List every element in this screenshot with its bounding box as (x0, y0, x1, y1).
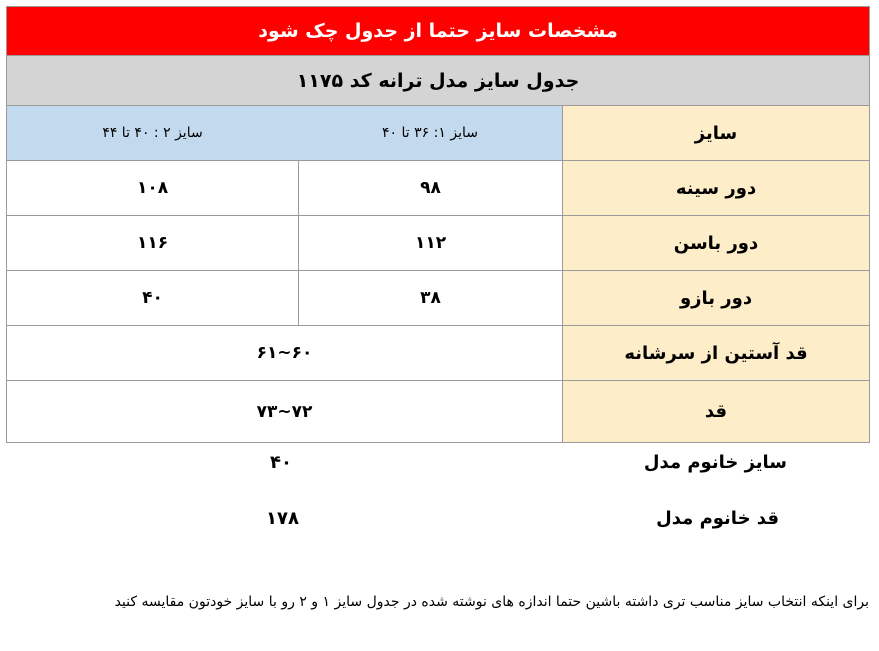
size-note: برای اینکه انتخاب سایز مناسب تری داشته باشین حتما اندازه های نوشته شده در جدول سایز ۱ و ۲ رو با سایز خودتون مقایسه کنید (114, 594, 869, 610)
model-size-label: سایز خانوم مدل (643, 452, 787, 473)
table-title-text: مشخصات سایز حتما از جدول چک شود (258, 20, 618, 42)
header-size1: سایز ۱: ۳۶ تا ۴۰ (298, 106, 562, 160)
table-row-length (6, 381, 870, 443)
table-subtitle (6, 56, 870, 106)
table-row (6, 271, 870, 326)
row-label: دور بازو (562, 271, 869, 325)
row-size2: ۱۰۸ (136, 178, 169, 198)
model-height-label: قد خانوم مدل (656, 508, 779, 529)
table-row-sleeve (6, 326, 870, 381)
row-size1: ۹۸ (298, 161, 562, 215)
header-label: سایز (562, 106, 869, 160)
row-size1: ۱۱۲ (298, 216, 562, 270)
row-label: قد آستین از سرشانه (562, 326, 869, 380)
size-table (6, 6, 870, 443)
row-size2: ۱۱۶ (136, 233, 169, 253)
row-label: قد (562, 381, 869, 442)
table-row (6, 161, 870, 216)
table-row (6, 216, 870, 271)
table-title (6, 6, 870, 56)
model-size-value: ۴۰ (270, 452, 292, 473)
model-height-value: ۱۷۸ (266, 508, 299, 529)
table-subtitle-text: جدول سایز مدل ترانه کد ۱۱۷۵ (296, 69, 580, 92)
header-size2: سایز ۲ : ۴۰ تا ۴۴ (7, 106, 298, 160)
row-value: ۷۲~۷۳ (256, 401, 313, 422)
row-label: دور سینه (562, 161, 869, 215)
row-size1: ۳۸ (298, 271, 562, 325)
row-value: ۶۰~۶۱ (256, 343, 313, 363)
table-header-row (6, 106, 870, 161)
row-label: دور باسن (562, 216, 869, 270)
row-size2: ۴۰ (142, 288, 163, 308)
